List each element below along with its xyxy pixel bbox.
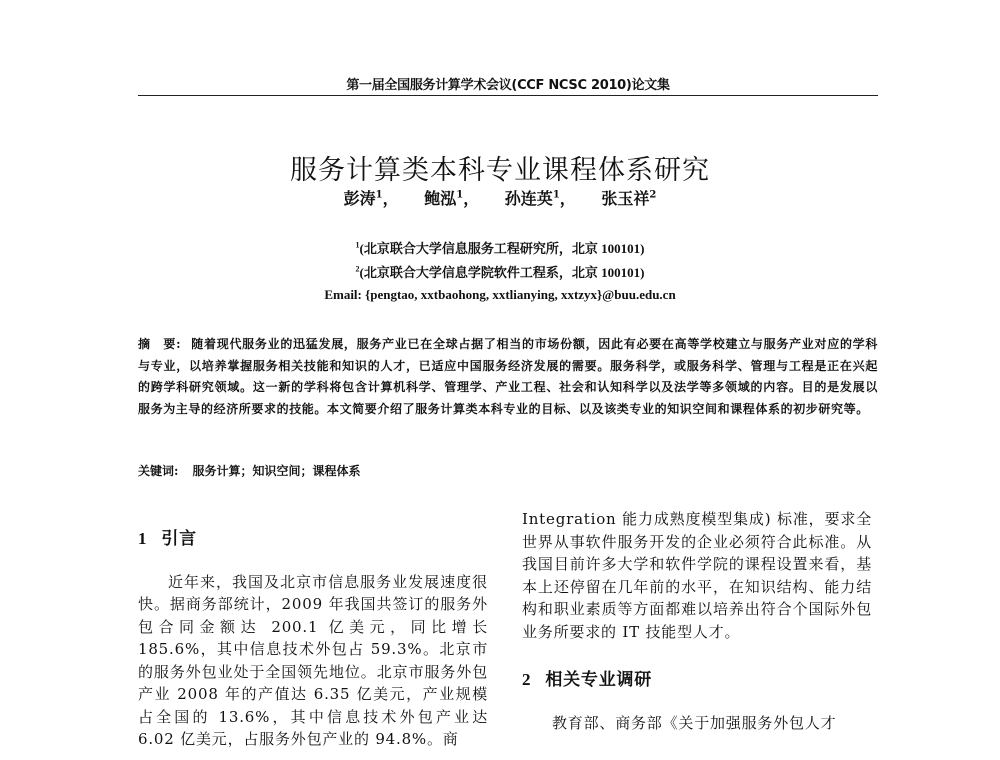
- author-affil-mark: 1: [375, 189, 383, 201]
- section-title: 引言: [161, 529, 197, 549]
- author-name: 孙连英: [504, 189, 553, 208]
- abstract: [138, 334, 878, 420]
- header-rule: [138, 95, 878, 96]
- author-name: 张玉祥: [601, 189, 650, 208]
- body-paragraph: 教育部、商务部《关于加强服务外包人才: [552, 713, 837, 732]
- keywords-label: 关键词:: [138, 464, 179, 478]
- author-name: 鲍泓: [424, 189, 457, 208]
- paper-title: 服务计算类本科专业课程体系研究: [290, 155, 710, 187]
- affil-mark: 1: [355, 240, 360, 250]
- body-paragraph-continued: Integration 能力成熟度模型集成) 标准，要求全世界从事软件服务开发的企业必须符合此标准。从我国目前许多大学和软件学院的课程设置来看，基本上还停留在几年前的水平，在知识结构、能力结构和职业素质等方面都难以培养出符合个国际外包业务所要求的 IT 技能型人才。: [522, 510, 872, 641]
- abstract-label: 摘 要:: [138, 337, 182, 351]
- author-separator: ，: [382, 189, 399, 208]
- author: [424, 189, 479, 208]
- author-separator: ，: [559, 189, 576, 208]
- author-list: [0, 186, 1000, 209]
- section-heading-2: [522, 669, 872, 692]
- author: [505, 189, 576, 208]
- section-number: 2: [522, 670, 532, 689]
- affil-text: (北京联合大学信息服务工程研究所，北京 100101): [359, 241, 645, 256]
- section-heading-1: [138, 528, 488, 551]
- author: [344, 189, 399, 208]
- right-column: [522, 508, 872, 734]
- author-name: 彭涛: [343, 189, 376, 208]
- body-paragraph: 近年来，我国及北京市信息服务业发展速度很快。据商务部统计，2009 年我国共签订的服务外包合同金额达 200.1 亿美元，同比增长 185.6%，其中信息技术外包占 59.3%。北京市的服务外包业处于全国领先地位。北京市服务外包产业 2008 年的产值达 6.35 亿美元，产业规模占全国的 13.6%，其中信息技术外包产业达 6.02 亿美元，占服务外包产业的 94.8%。商: [138, 572, 488, 748]
- keywords: [138, 462, 878, 479]
- author-affil-mark: 2: [649, 189, 657, 201]
- abstract-text: 随着现代服务业的迅猛发展，服务产业已在全球占据了相当的市场份额，因此有必要在高等学校建立与服务产业对应的学科与专业，以培养掌握服务相关技能和知识的人才，已适应中国服务经济发展的需要。服务科学，或服务科学、管理与工程是正在兴起的跨学科研究领域。这一新的学科将包含计算机科学、管理学、产业工程、社会和认知科学以及法学等多领域的内容。目的是发展以服务为主导的经济所要求的技能。本文简要介绍了服务计算类本科专业的目标、以及该类专业的知识空间和课程体系的初步研究等。: [138, 337, 878, 416]
- keywords-text: 服务计算；知识空间；课程体系: [192, 464, 361, 478]
- email-line: Email: {pengtao, xxtbaohong, xxtlianying, xxtzyx}@buu.edu.cn: [324, 287, 676, 302]
- running-header: 第一届全国服务计算学术会议(CCF NCSC 2010)论文集: [346, 78, 670, 93]
- affil-text: (北京联合大学信息学院软件工程系，北京 100101): [359, 265, 645, 280]
- author: [601, 189, 656, 208]
- left-column: [138, 528, 488, 751]
- author-affil-mark: 1: [456, 189, 464, 201]
- author-affil-mark: 1: [552, 189, 560, 201]
- section-number: 1: [138, 529, 148, 548]
- section-title: 相关专业调研: [545, 670, 653, 690]
- affil-mark: 2: [355, 264, 360, 274]
- affiliation-2: [0, 262, 1000, 281]
- affiliation-1: [0, 238, 1000, 257]
- author-separator: ，: [463, 189, 480, 208]
